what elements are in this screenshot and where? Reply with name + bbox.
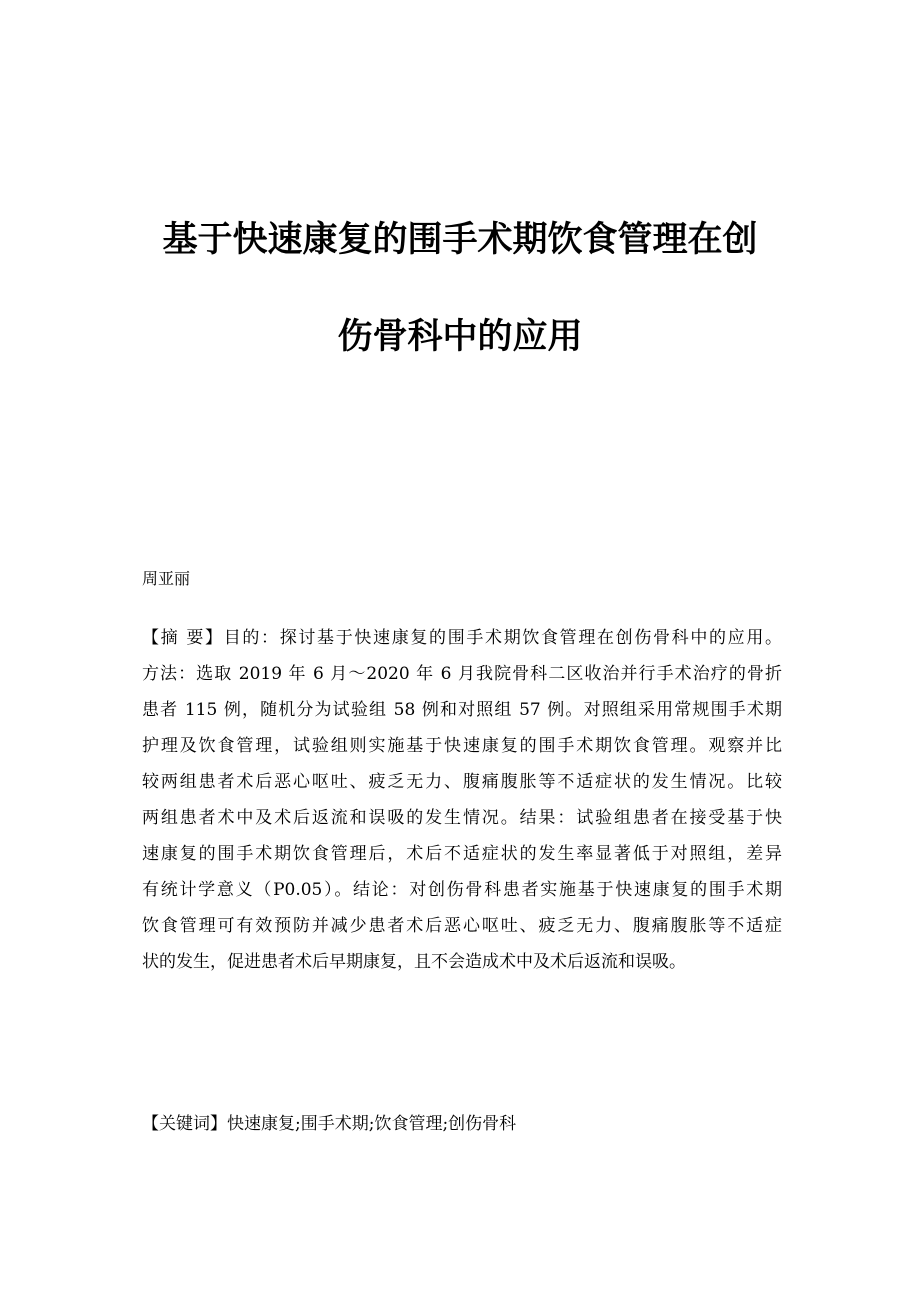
- abstract-line: 【摘 要】目的：探讨基于快速康复的围手术期饮食管理在创伤骨科中的应用。: [142, 628, 782, 648]
- abstract-line: 饮食管理可有效预防并减少患者术后恶心呕吐、疲乏无力、腹痛腹胀等不适症: [142, 916, 782, 936]
- abstract-line: 有统计学意义（P0.05）。结论：对创伤骨科患者实施基于快速康复的围手术期: [142, 880, 782, 900]
- abstract-line: 较两组患者术后恶心呕吐、疲乏无力、腹痛腹胀等不适症状的发生情况。比较: [142, 772, 782, 792]
- abstract: [142, 620, 782, 980]
- abstract-line: 两组患者术中及术后返流和误吸的发生情况。结果：试验组患者在接受基于快: [142, 808, 782, 828]
- abstract-line: 速康复的围手术期饮食管理后，术后不适症状的发生率显著低于对照组，差异: [142, 844, 782, 864]
- keywords: 【关键词】快速康复;围手术期;饮食管理;创伤骨科: [142, 1114, 517, 1134]
- author-name: 周亚丽: [142, 569, 191, 588]
- abstract-line: 方法：选取 2019 年 6 月～2020 年 6 月我院骨科二区收治并行手术治疗的骨折: [142, 664, 782, 684]
- title-line-1: 基于快速康复的围手术期饮食管理在创: [162, 220, 758, 260]
- abstract-line: 患者 115 例，随机分为试验组 58 例和对照组 57 例。对照组采用常规围手术期: [142, 700, 782, 720]
- abstract-line: 状的发生，促进患者术后早期康复，且不会造成术中及术后返流和误吸。: [142, 952, 686, 972]
- abstract-line: 护理及饮食管理，试验组则实施基于快速康复的围手术期饮食管理。观察并比: [142, 736, 782, 756]
- title-line-2: 伤骨科中的应用: [337, 317, 583, 357]
